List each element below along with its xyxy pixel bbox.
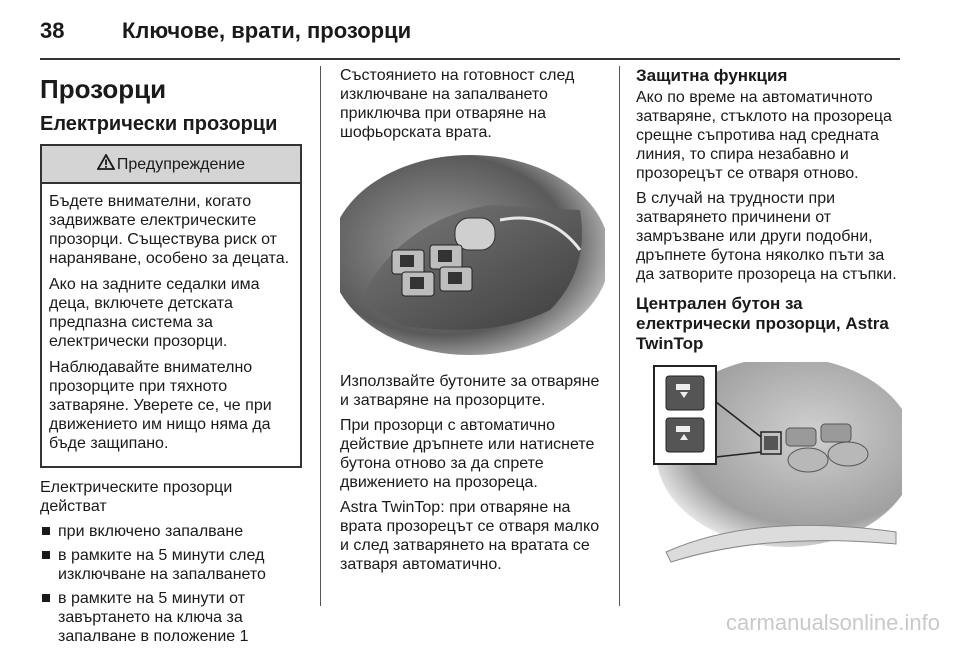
column-3 <box>636 66 902 572</box>
page-number: 38 <box>40 18 65 43</box>
header-rule <box>40 58 900 60</box>
warning-body <box>42 184 300 466</box>
central-switch-heading: Централен бутон за електрически прозорци, Astra TwinTop <box>636 294 889 353</box>
warning-box <box>40 144 302 468</box>
subsection-title: Електрически прозорци <box>40 113 278 135</box>
watermark: carmanualsonline.info <box>725 610 940 635</box>
chapter-title: Ключове, врати, прозорци <box>122 18 412 43</box>
warning-paragraph: Ако на задните седалки има деца, включете детската предпазна система за електрически прозорци. <box>49 276 260 350</box>
paragraph: Състоянието на готовност след изключване на запалването приключва при отваряне на шофьорската врата. <box>340 67 575 141</box>
warning-paragraph: Бъдете внимателни, когато задвижвате електрическите прозорци. Съществува риск от нараняване, особено за децата. <box>49 193 290 267</box>
warning-triangle-icon <box>97 154 115 175</box>
central-switch-photo <box>636 362 902 572</box>
page-header <box>40 18 411 48</box>
warning-paragraph: Наблюдавайте внимателно прозорците при тяхното затваряне. Уверете се, че при движението им нищо няма да бъде защипано. <box>49 359 272 452</box>
list-item: в рамките на 5 минути след изключване на запалването <box>40 546 302 584</box>
column-1 <box>40 66 302 651</box>
window-switch-photo <box>340 150 605 360</box>
warning-title: Предупреждение <box>116 155 246 173</box>
column-divider <box>619 66 620 606</box>
list-item: при включено запалване <box>40 522 302 541</box>
paragraph: В случай на трудности при затварянето причинени от замръзване или други подобни, дръпнете бутона няколко пъти за да затворите прозореца на стъпки. <box>636 190 897 283</box>
section-title: Прозорци <box>40 74 167 104</box>
conditions-list <box>40 522 302 646</box>
list-item: в рамките на 5 минути от завъртането на ключа за запалване в положение 1 <box>40 589 302 646</box>
paragraph: Astra TwinTop: при отваряне на врата прозорецът се отваря малко и след затварянето на вратата се затваря автоматично. <box>340 499 600 573</box>
column-divider <box>320 66 321 606</box>
column-2 <box>340 66 605 580</box>
paragraph: Ако по време на автоматичното затваряне, стъклото на прозореца срещне съпротива над средната линия, то спира незабавно и прозорецът се отваря отново. <box>636 89 892 182</box>
warning-header <box>42 146 300 184</box>
intro-text: Електрическите прозорци действат <box>40 479 233 515</box>
protection-heading: Защитна функция <box>636 66 788 85</box>
paragraph: При прозорци с автоматично действие дръпнете или натиснете бутона отново за да спрете движението на прозореца. <box>340 417 595 491</box>
paragraph: Използвайте бутоните за отваряне и затваряне на прозорците. <box>340 373 600 409</box>
